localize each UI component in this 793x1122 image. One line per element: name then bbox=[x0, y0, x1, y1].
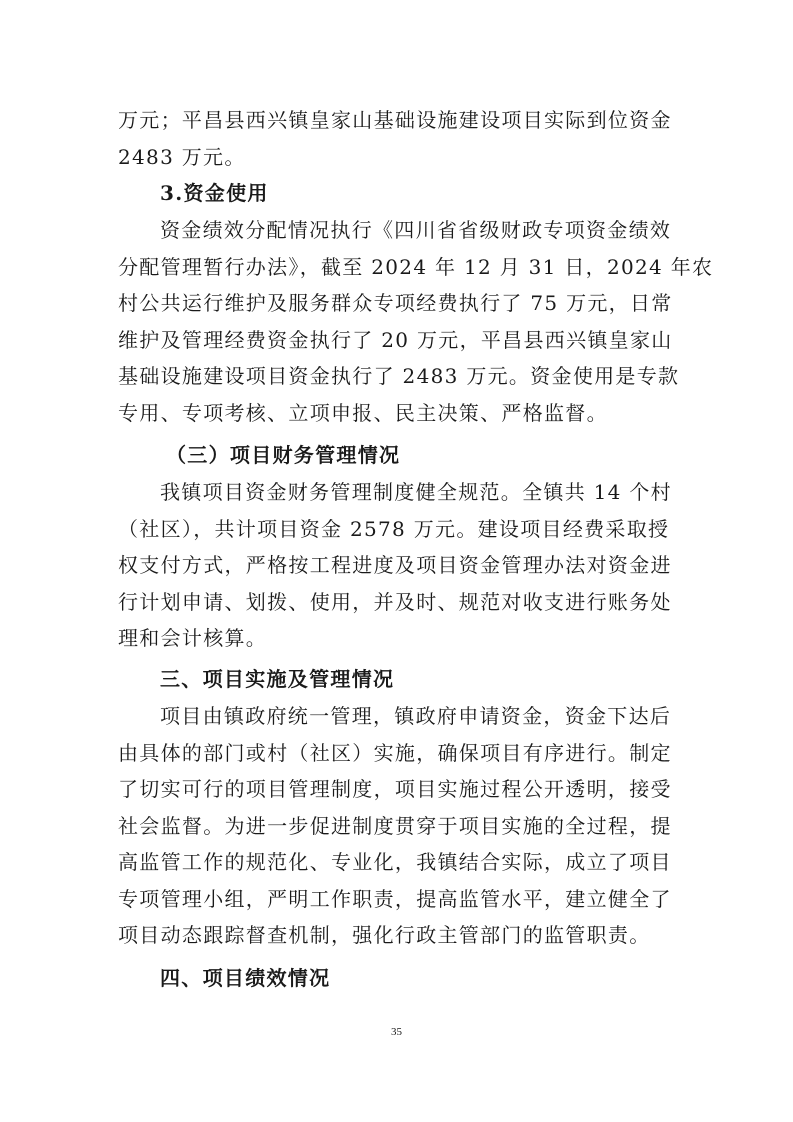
text-line: 项目动态跟踪督查机制，强化行政主管部门的监管职责。 bbox=[118, 923, 651, 947]
text-line: 高监管工作的规范化、专业化，我镇结合实际，成立了项目 bbox=[118, 850, 672, 874]
text-line: 社会监督。为进一步促进制度贯穿于项目实施的全过程，提 bbox=[118, 813, 672, 838]
text-line: 专用、专项考核、立项申报、民主决策、严格监督。 bbox=[118, 400, 608, 425]
heading-implementation bbox=[118, 661, 680, 698]
text-line: 了切实可行的项目管理制度，项目实施过程公开透明，接受 bbox=[118, 777, 672, 801]
text-line: 分配管理暂行办法》，截至 2024 年 12 月 31 日，2024 年农 bbox=[118, 254, 714, 279]
text-line: 行计划申请、划拨、使用，并及时、规范对收支进行账务处 bbox=[118, 589, 672, 614]
section-heading: 3.资金使用 bbox=[160, 181, 269, 205]
page-number: 35 bbox=[391, 1026, 402, 1038]
text-line: 专项管理小组，严明工作职责，提高监管水平，建立健全了 bbox=[118, 886, 672, 911]
text-line: 村公共运行维护及服务群众专项经费执行了 75 万元，日常 bbox=[118, 291, 673, 315]
paragraph-financial-management bbox=[118, 474, 680, 657]
text-line: 基础设施建设项目资金执行了 2483 万元。资金使用是专款 bbox=[118, 364, 680, 388]
paragraph-funds-usage bbox=[118, 212, 714, 431]
text-line: 资金绩效分配情况执行《四川省省级财政专项资金绩效 bbox=[160, 218, 672, 242]
text-line: 权支付方式，严格按工程进度及项目资金管理办法对资金进 bbox=[118, 553, 672, 577]
paragraph-funds-arrival bbox=[118, 102, 680, 175]
text-line: 项目由镇政府统一管理，镇政府申请资金，资金下达后 bbox=[160, 704, 672, 728]
text-line: 理和会计核算。 bbox=[118, 626, 268, 650]
text-line: 2483 万元。 bbox=[118, 144, 246, 169]
section-heading: 三、项目实施及管理情况 bbox=[160, 667, 395, 691]
text-line: （社区），共计项目资金 2578 万元。建设项目经费采取授 bbox=[118, 516, 670, 541]
heading-financial-management bbox=[118, 437, 680, 474]
heading-performance bbox=[118, 960, 680, 997]
text-line: 我镇项目资金财务管理制度健全规范。全镇共 14 个村 bbox=[160, 480, 672, 504]
text-line: 维护及管理经费资金执行了 20 万元，平昌县西兴镇皇家山 bbox=[118, 327, 673, 352]
text-line: 由具体的部门或村（社区）实施，确保项目有序进行。制定 bbox=[118, 740, 672, 765]
text-line: 万元；平昌县西兴镇皇家山基础设施建设项目实际到位资金 bbox=[118, 108, 672, 132]
section-heading: （三）项目财务管理情况 bbox=[166, 443, 401, 467]
heading-funds-usage bbox=[118, 175, 680, 212]
paragraph-implementation bbox=[118, 698, 680, 954]
section-heading: 四、项目绩效情况 bbox=[160, 966, 331, 990]
